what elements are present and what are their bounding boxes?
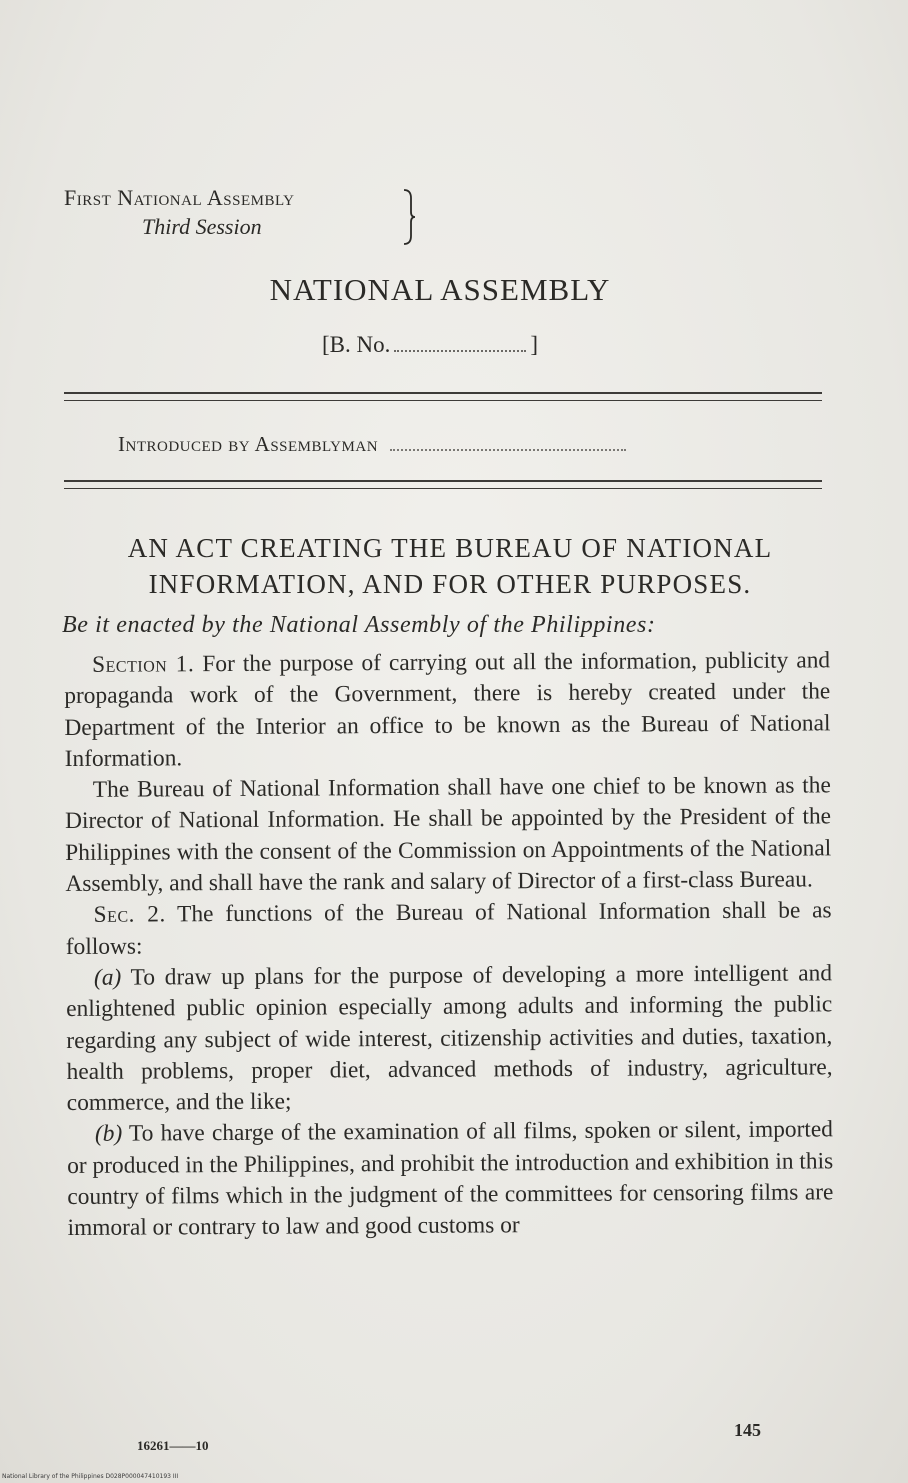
double-rule-top — [64, 392, 822, 401]
brace-glyph — [402, 188, 416, 246]
item-b-paragraph — [67, 1115, 834, 1245]
bill-number — [0, 332, 860, 358]
enacting-clause: Be it enacted by the National Assembly of the Philippines: — [62, 612, 656, 638]
director-paragraph: The Bureau of National Information shall have one chief to be known as the Director of National Information. He shall be appointed by the President of the Philippines with the consent of the Commission on Appointments of the National Assembly, and shall have the rank and salary of Director of a first-class Bureau. — [64, 772, 832, 898]
double-rule-bottom — [64, 480, 822, 489]
print-code: 16261——10 — [137, 1438, 209, 1453]
assemblyman-name-blank — [390, 437, 626, 451]
item-a-paragraph — [66, 958, 833, 1119]
act-title — [40, 530, 860, 602]
section-2-label: Sec. 2. — [93, 901, 166, 929]
bill-number-prefix: [B. No. — [321, 332, 391, 357]
bill-number-suffix: ] — [530, 332, 539, 357]
item-a-text: To draw up plans for the purpose of developing a more intelligent and enlightened public opinion especially among adults and informing the public regarding any subject of wide interest, citizenship activities and duties, taxation, health problems, proper diet, advanced methods of industry, agriculture, commerce, and the like; — [66, 960, 833, 1117]
page-title: NATIONAL ASSEMBLY — [269, 272, 611, 307]
section-1-label: Section 1. — [92, 651, 195, 678]
item-b-label: (b) — [94, 1121, 123, 1148]
item-a-label: (a) — [93, 964, 122, 991]
bill-number-blank — [394, 336, 526, 352]
section-1-paragraph — [64, 645, 831, 775]
session-line: Third Session — [142, 214, 262, 239]
act-title-line1: AN ACT CREATING THE BUREAU OF NATIONAL — [127, 533, 773, 563]
section-2-text: The functions of the Bureau of National Information shall be as follows: — [65, 897, 832, 960]
introduced-by-line — [118, 432, 626, 457]
archive-footer-note: National Library of the Philippines D028P000047410193 III — [2, 1473, 179, 1480]
section-2-paragraph — [66, 896, 832, 963]
assembly-line: First National Assembly — [64, 185, 295, 210]
body-text — [64, 645, 834, 1244]
page-number: 145 — [734, 1420, 761, 1440]
item-b-text: To have charge of the examination of all films, spoken or silent, imported or produced in the Philippines, and prohibit the introduction and exhibition in this country of films which in the judgment of the committees for censoring films are immoral or contrary to law and good customs or — [67, 1116, 834, 1242]
act-title-line2: INFORMATION, AND FOR OTHER PURPOSES. — [148, 569, 752, 599]
section-1-text: For the purpose of carrying out all the information, publicity and propaganda work of the Government, there is hereby created under the Department of the Interior an office to be known as the Bureau of National Information. — [64, 647, 831, 772]
introduced-by-label: Introduced by Assemblyman — [118, 432, 379, 456]
session-header — [64, 183, 294, 241]
